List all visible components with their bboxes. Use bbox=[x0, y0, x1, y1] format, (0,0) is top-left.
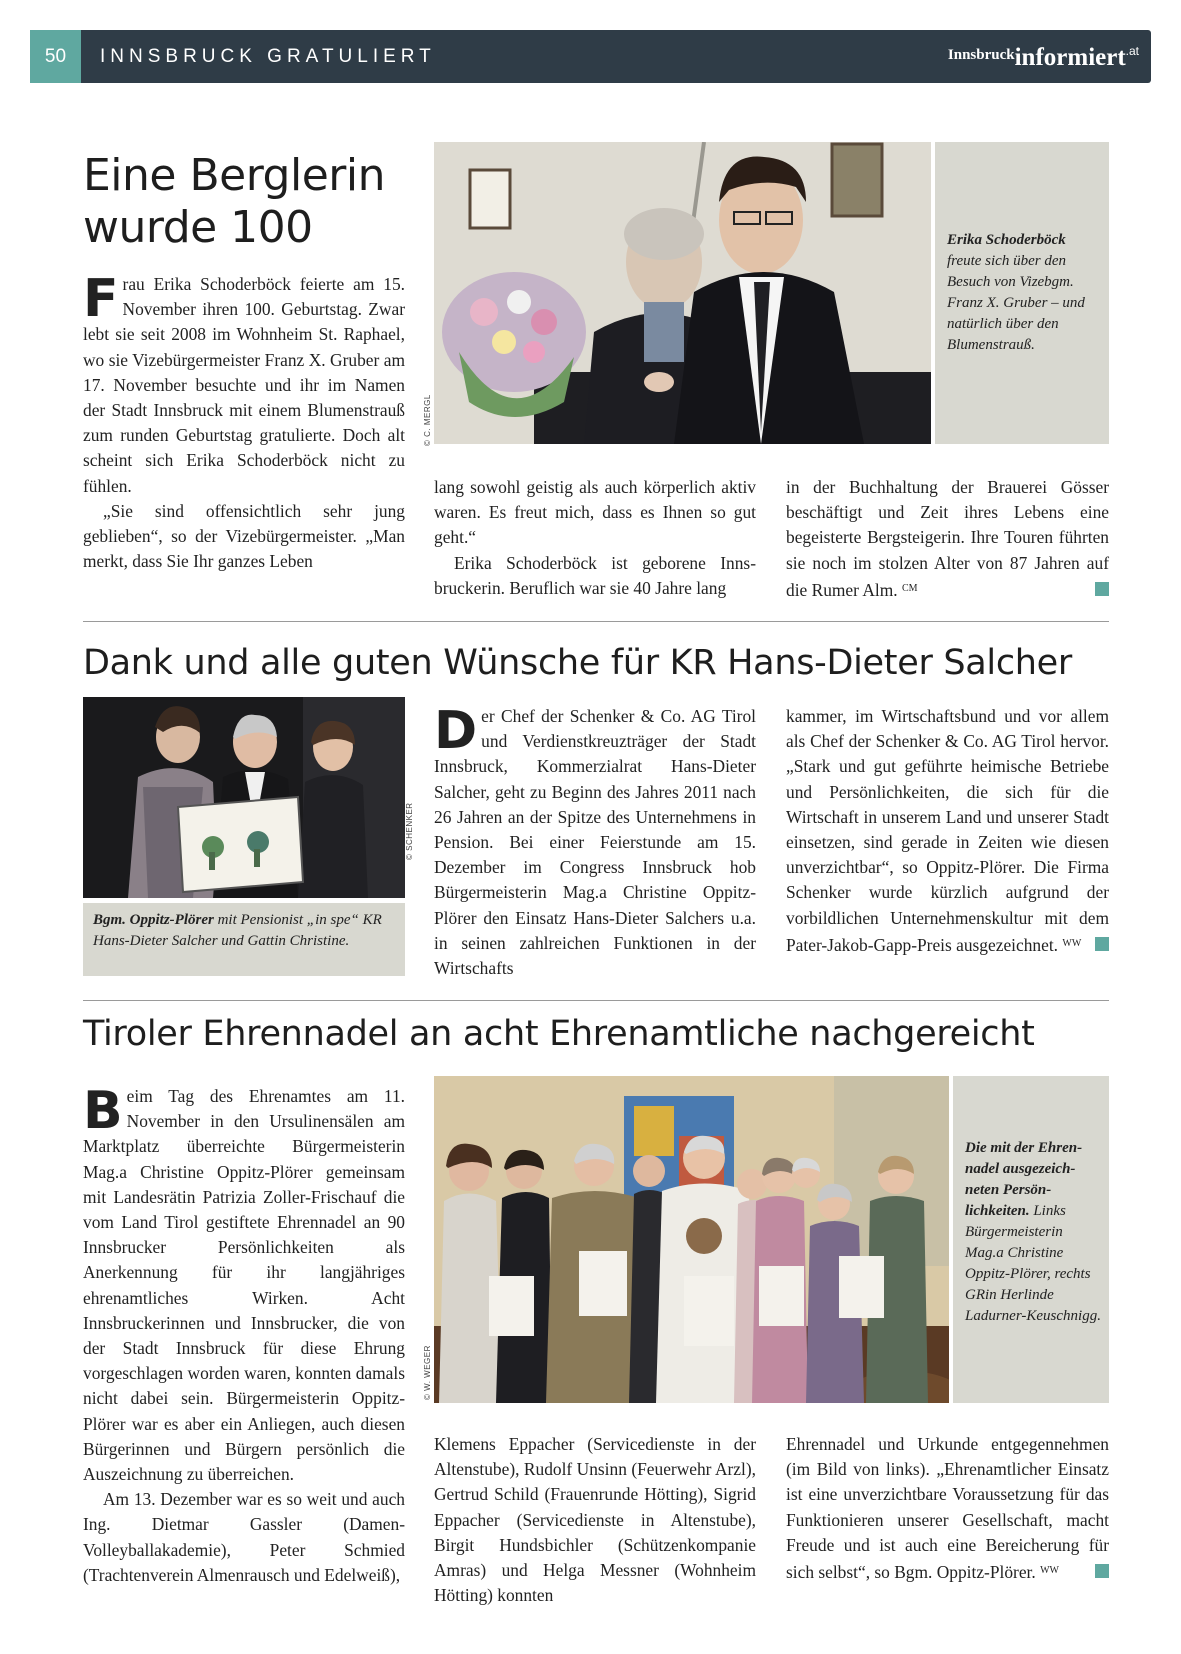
article1-caption-bold: Erika Schoderböck bbox=[947, 232, 1066, 248]
article3-column-3 bbox=[786, 1432, 1109, 1585]
article1-signature: CM bbox=[901, 582, 918, 594]
article1-photo-credit: © C. MERGL bbox=[423, 394, 432, 446]
article1-column-3 bbox=[786, 475, 1109, 603]
brand-main: informiert bbox=[1014, 44, 1126, 71]
article1-paragraph-5: in der Buchhaltung der Brauerei Gösser beschäftigt und Zeit ihres Lebens eine begeisterte Bergsteigerin. Ihre Touren führten sie noch im stolzen Alter von 87 Jahren auf die Rumer Alm. bbox=[786, 477, 1109, 600]
section-title: INNSBRUCK GRATULIERT bbox=[100, 46, 436, 67]
end-of-article-mark bbox=[1095, 937, 1109, 951]
article2-column-2 bbox=[786, 704, 1109, 958]
divider bbox=[83, 621, 1109, 622]
article2-caption-text: mit Pensionist „in spe“ KR Hans-Dieter Salcher und Gattin Christine. bbox=[93, 912, 382, 949]
divider bbox=[83, 1000, 1109, 1001]
article1-photo bbox=[434, 142, 931, 444]
article2-paragraph-1: er Chef der Schenker & Co. AG Tirol und Verdienstkreuzträger der Stadt Innsbruck, Kommerzialrat Hans-Dieter Salcher, geht zu Beginn des Jahres 2011 nach 26 Jahren an der Spitze des Unternehmens in Pension. Bei einer Feierstunde am 15. Dezember im Congress Innsbruck hob Bürgermeisterin Mag.a Christine Oppitz-Plörer den Einsatz Hans-Dieter Salchers u.a. in seinen zahlreichen Funktionen in der Wirtschafts bbox=[434, 706, 756, 979]
article3-column-1 bbox=[83, 1081, 405, 1588]
article3-photo-credit: © W. WEGER bbox=[423, 1345, 432, 1400]
article3-photo bbox=[434, 1076, 949, 1403]
article2-caption-bold: Bgm. Oppitz-Plörer bbox=[93, 912, 214, 928]
article1-paragraph-4: Erika Schoderböck ist geborene Innsbruckerin. Beruflich war sie 40 Jahre lang bbox=[434, 552, 756, 598]
brand-prefix: Innsbruck bbox=[947, 47, 1015, 63]
article3-paragraph-3: Klemens Eppacher (Servicedienste in der Altenstube), Rudolf Unsinn (Feuerwehr Arzl), Gertrud Schild (Frauenrunde Hötting), Sigrid Eppacher (Servicedienste in Altenstube), Birgit Hundsbichler (Schützenkompanie Amras) und Helga Messner (Wohnheim Hötting) konnten bbox=[434, 1434, 756, 1606]
article1-title-line1: Eine Berglerin bbox=[83, 150, 385, 201]
article1-column-2 bbox=[434, 475, 756, 601]
article3-title: Tiroler Ehrennadel an acht Ehrenamtliche nachgereicht bbox=[83, 1014, 1035, 1054]
article3-paragraph-2: Am 13. Dezember war es so weit und auch Ing. Dietmar Gassler (Damen-Volleyballakademie), Peter Schmied (Trachtenverein Almenrausch und Edelweiß), bbox=[83, 1489, 405, 1585]
brand-logo bbox=[948, 44, 1139, 72]
article1-paragraph-1: rau Erika Schoderböck feierte am 15. November ihren 100. Geburtstag. Zwar lebt sie seit 2008 im Wohnheim St. Raphael, wo sie Vizebürgermeister Franz X. Gruber am 17. November besuchte und ihr im Namen der Stadt Innsbruck mit einem Blumenstrauß zum runden Geburtstag gratulierte. Doch alt scheint sich Erika Schoderböck nicht zu fühlen. bbox=[83, 274, 405, 496]
article1-paragraph-3: lang sowohl geistig als auch körperlich aktiv waren. Es freut mich, dass es Ihnen so gut geht.“ bbox=[434, 477, 756, 548]
end-of-article-mark bbox=[1095, 582, 1109, 596]
article3-paragraph-1: eim Tag des Ehrenamtes am 11. November in den Ursulinensälen am Marktplatz überreichte Bürgermeisterin Mag.a Christine Oppitz-Plörer gemeinsam mit Landesrätin Patrizia Zoller-Frischauf die vom Land Tirol gestiftete Ehrennadel an 90 Innsbrucker Persönlichkeiten als Anerkennung für ihr langjähriges ehrenamtliches Wirken. Acht Innsbruckerinnen und Innsbrucker, die von der Stadt Innsbruck für diese Ehrung vorgeschlagen worden waren, konnten damals nicht dabei sein. Bürgermeisterin Oppitz-Plörer war es aber ein Anliegen, auch diesen Bürgerinnen und Bürgern persönlich die Auszeichnung zu überreichen. bbox=[83, 1086, 405, 1485]
article2-photo-credit: © SCHENKER bbox=[405, 802, 414, 860]
page-number: 50 bbox=[30, 30, 81, 83]
page-header bbox=[30, 30, 1151, 83]
article3-paragraph-4: Ehrennadel und Urkunde entgegennehmen (im Bild von links). „Ehrenamtlicher Einsatz ist eine unverzichtbare Voraussetzung für das Funktionieren unserer Gesellschaft, macht Freude und ist auch eine Bereicherung für sich selbst“, so Bgm. Oppitz-Plörer. bbox=[786, 1434, 1109, 1583]
article2-signature: WW bbox=[1062, 937, 1082, 949]
article3-caption-text: Links Bürgermeisterin Mag.a Christine Oppitz-Plörer, rechts GRin Herlinde Ladurner-Keuschnigg. bbox=[965, 1203, 1101, 1324]
article2-title: Dank und alle guten Wünsche für KR Hans-Dieter Salcher bbox=[83, 643, 1072, 683]
article1-dropcap: F bbox=[83, 269, 119, 329]
article2-caption bbox=[83, 903, 405, 976]
article2-photo bbox=[83, 697, 405, 898]
article1-caption bbox=[935, 142, 1109, 444]
article1-caption-text: freute sich über den Besuch von Vizebgm. Franz X. Gruber – und natürlich über den Blumenstrauß. bbox=[947, 253, 1085, 353]
brand-suffix: .at bbox=[1125, 44, 1139, 58]
article3-caption-bold: Die mit der Ehrennadel ausgezeichneten Persönlichkeiten. bbox=[965, 1140, 1083, 1219]
article3-column-2 bbox=[434, 1432, 756, 1608]
article1-column-1 bbox=[83, 269, 405, 574]
article1-title bbox=[83, 150, 413, 254]
end-of-article-mark bbox=[1095, 1564, 1109, 1578]
article1-title-line2: wurde 100 bbox=[83, 202, 313, 253]
article3-caption bbox=[953, 1076, 1109, 1403]
article3-dropcap: B bbox=[83, 1081, 123, 1141]
article2-column-1 bbox=[434, 701, 756, 981]
article3-signature: WW bbox=[1040, 1565, 1059, 1577]
article2-paragraph-2: kammer, im Wirtschaftsbund und vor allem als Chef der Schenker & Co. AG Tirol hervor. „Stark und gut geführte heimische Betriebe und Persönlichkeiten, die sich für die Wirtschaft in unserem Land und unserer Stadt einsetzen, sind gerade in Zeiten wie diesen unverzichtbar“, so Oppitz-Plörer. Die Firma Schenker wurde kürzlich aufgrund der vorbildlichen Unternehmenskultur mit dem Pater-Jakob-Gapp-Preis ausgezeichnet. bbox=[786, 706, 1109, 955]
article2-dropcap: D bbox=[434, 701, 478, 761]
article1-paragraph-2: „Sie sind offensichtlich sehr jung geblieben“, so der Vizebürgermeister. „Man merkt, dass Sie Ihr ganzes Leben bbox=[83, 500, 405, 572]
